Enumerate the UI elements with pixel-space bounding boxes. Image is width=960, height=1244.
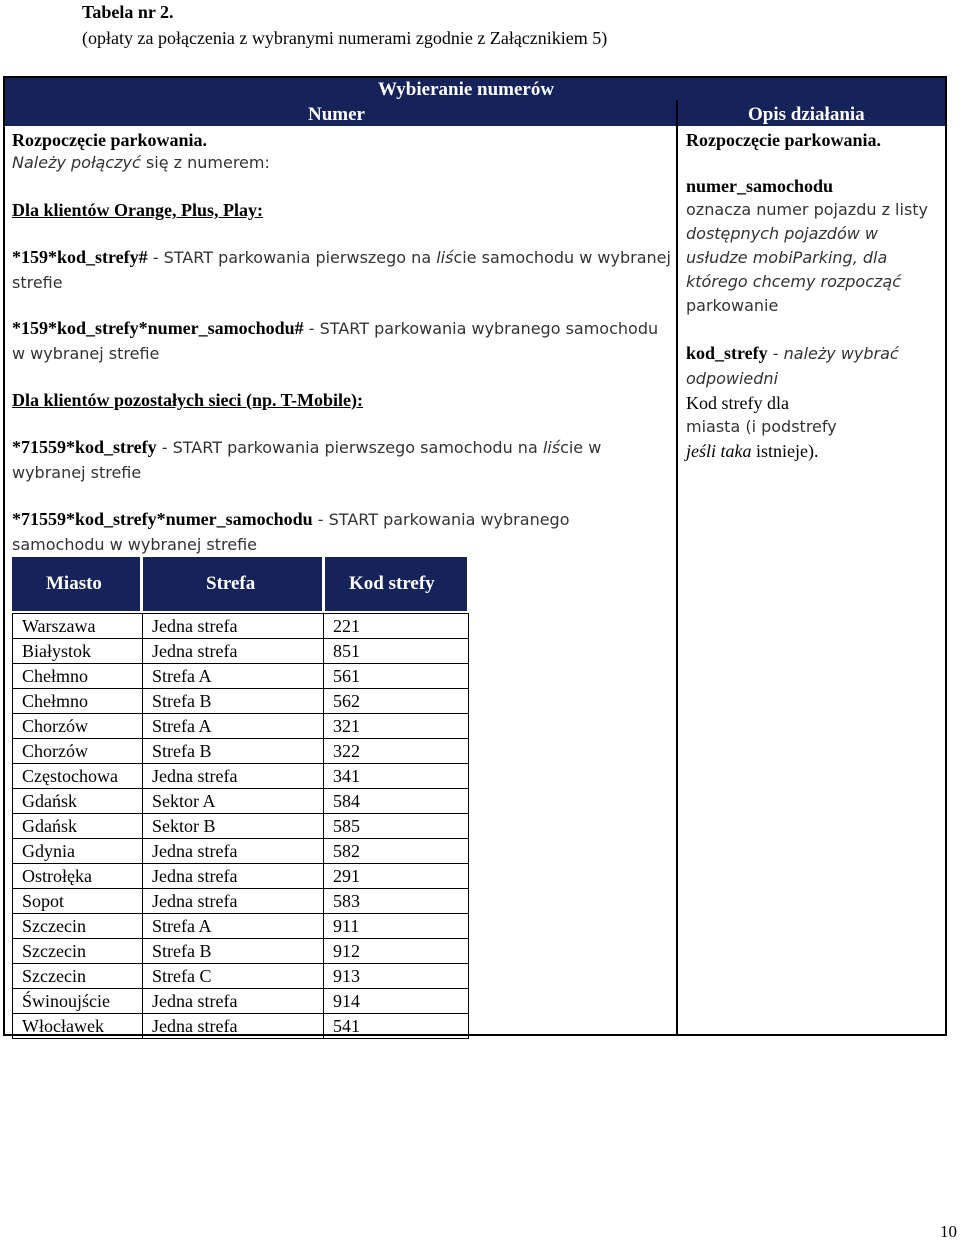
- desc-numer-samochodu: [686, 174, 942, 318]
- header-wybieranie: Wybieranie numerów: [378, 79, 555, 100]
- code-3-italic: liś: [542, 438, 561, 457]
- code-cell: 562: [324, 689, 469, 714]
- code-cell: 291: [324, 864, 469, 889]
- table-border-left: [3, 76, 5, 1036]
- desc-kod-strefy: [686, 341, 942, 463]
- code-item-4: [12, 507, 572, 557]
- city-cell: Gdynia: [13, 839, 143, 864]
- table-row: [13, 914, 469, 939]
- city-cell: Świnoujście: [13, 989, 143, 1014]
- city-cell: Włocławek: [13, 1014, 143, 1039]
- zone-cell: Jedna strefa: [143, 864, 324, 889]
- header-separator: [322, 557, 325, 611]
- code-cell: 322: [324, 739, 469, 764]
- code-2: *159*kod_strefy*numer_samochodu#: [12, 318, 304, 338]
- code-cell: 541: [324, 1014, 469, 1039]
- code-item-1: [12, 245, 672, 295]
- code-4-text: - START parkowania wybranego samochodu w wybranej strefie: [12, 510, 570, 554]
- code-3-text: - START parkowania pierwszego samochodu na: [156, 438, 543, 457]
- desc-1-italic: dostępnych pojazdów w usłudze mobiParking, dla którego chcemy rozpocząć: [686, 224, 902, 291]
- code-cell: 913: [324, 964, 469, 989]
- code-cell: 321: [324, 714, 469, 739]
- zone-cell: Strefa C: [143, 964, 324, 989]
- zone-cell: Strefa A: [143, 714, 324, 739]
- left-connect-line: [12, 151, 672, 175]
- zone-cell: Strefa B: [143, 939, 324, 964]
- desc-2-italic2: jeśli taka: [686, 441, 752, 461]
- code-1-tail: cie samochodu w wybranej strefie: [12, 248, 671, 292]
- table-row: [13, 714, 469, 739]
- code-cell: 341: [324, 764, 469, 789]
- city-cell: Szczecin: [13, 939, 143, 964]
- zone-cell: Strefa B: [143, 739, 324, 764]
- document-subtitle: (opłaty za połączenia z wybranymi numerami zgodnie z Załącznikiem 5): [82, 28, 608, 48]
- col-strefa: Strefa: [206, 573, 256, 594]
- city-cell: Warszawa: [13, 614, 143, 639]
- table-row: [13, 964, 469, 989]
- zone-cell: Jedna strefa: [143, 764, 324, 789]
- city-cell: Gdańsk: [13, 814, 143, 839]
- code-cell: 583: [324, 889, 469, 914]
- code-cell: 585: [324, 814, 469, 839]
- city-cell: Chełmno: [13, 664, 143, 689]
- table-row: [13, 889, 469, 914]
- zone-cell: Jedna strefa: [143, 989, 324, 1014]
- table-row: [13, 739, 469, 764]
- desc-2-line: Kod strefy dla: [686, 393, 789, 413]
- desc-2-italic: należy wybrać odpowiedni: [686, 344, 899, 388]
- code-cell: 561: [324, 664, 469, 689]
- zone-cell: Jedna strefa: [143, 1014, 324, 1039]
- column-divider: [676, 100, 678, 1034]
- desc-2-sans: miasta (i podstrefy: [686, 417, 837, 436]
- code-cell: 914: [324, 989, 469, 1014]
- term-kod-strefy: kod_strefy: [686, 343, 768, 363]
- code-cell: 584: [324, 789, 469, 814]
- city-cell: Gdańsk: [13, 789, 143, 814]
- code-item-3: [12, 435, 672, 485]
- code-cell: 911: [324, 914, 469, 939]
- code-1-italic: liś: [436, 248, 454, 267]
- document-title: Tabela nr 2.: [82, 2, 174, 22]
- code-cell: 221: [324, 614, 469, 639]
- table-row: [13, 839, 469, 864]
- city-table-header: [12, 557, 467, 611]
- table-row: [13, 614, 469, 639]
- group-heading-others: Dla klientów pozostałych sieci (np. T-Mobile):: [12, 390, 364, 410]
- desc-1-end: parkowanie: [686, 296, 779, 315]
- table-row: [13, 789, 469, 814]
- header-separator: [140, 557, 143, 611]
- table-row: [13, 689, 469, 714]
- code-2-text: - START parkowania wybranego samochodu w wybranej strefie: [12, 319, 659, 363]
- header-opis: Opis działania: [748, 104, 865, 125]
- code-3: *71559*kod_strefy: [12, 437, 157, 457]
- zone-cell: Sektor A: [143, 789, 324, 814]
- connect-italic: Należy połączyć: [12, 153, 141, 172]
- code-1: *159*kod_strefy#: [12, 247, 148, 267]
- table-row: [13, 639, 469, 664]
- zone-cell: Jedna strefa: [143, 614, 324, 639]
- code-cell: 851: [324, 639, 469, 664]
- code-item-2: [12, 316, 672, 366]
- desc-2-end: istnieje).: [751, 441, 819, 461]
- table-row: [13, 939, 469, 964]
- zone-cell: Jedna strefa: [143, 839, 324, 864]
- zone-cell: Jedna strefa: [143, 639, 324, 664]
- code-cell: 912: [324, 939, 469, 964]
- city-table: [12, 613, 469, 1039]
- code-cell: 582: [324, 839, 469, 864]
- code-4: *71559*kod_strefy*numer_samochodu: [12, 509, 313, 529]
- desc-1-line: oznacza numer pojazdu z listy: [686, 200, 929, 219]
- table-row: [13, 1014, 469, 1039]
- header-numer: Numer: [308, 104, 365, 125]
- desc-2-dash: -: [767, 344, 784, 363]
- table-row: [13, 814, 469, 839]
- connect-rest: się z numerem:: [140, 153, 270, 172]
- city-cell: Szczecin: [13, 964, 143, 989]
- code-1-text: - START parkowania pierwszego na: [147, 248, 437, 267]
- city-cell: Chełmno: [13, 689, 143, 714]
- col-miasto: Miasto: [46, 573, 102, 594]
- city-cell: Sopot: [13, 889, 143, 914]
- city-cell: Szczecin: [13, 914, 143, 939]
- table-row: [13, 664, 469, 689]
- table-row: [13, 764, 469, 789]
- table-row: [13, 864, 469, 889]
- right-start-heading: Rozpoczęcie parkowania.: [686, 130, 881, 150]
- term-numer-samochodu: numer_samochodu: [686, 176, 834, 196]
- zone-cell: Jedna strefa: [143, 889, 324, 914]
- left-start-heading: Rozpoczęcie parkowania.: [12, 130, 207, 150]
- zone-cell: Strefa A: [143, 664, 324, 689]
- city-cell: Częstochowa: [13, 764, 143, 789]
- code-3-tail: cie w wybranej strefie: [12, 438, 602, 482]
- city-cell: Chorzów: [13, 739, 143, 764]
- city-cell: Białystok: [13, 639, 143, 664]
- zone-cell: Strefa A: [143, 914, 324, 939]
- zone-cell: Strefa B: [143, 689, 324, 714]
- zone-cell: Sektor B: [143, 814, 324, 839]
- page-number: 10: [940, 1222, 957, 1241]
- table-border-right: [945, 76, 947, 1036]
- group-heading-orange: Dla klientów Orange, Plus, Play:: [12, 200, 263, 220]
- table-row: [13, 989, 469, 1014]
- city-cell: Ostrołęka: [13, 864, 143, 889]
- col-kod-strefy: Kod strefy: [349, 573, 435, 594]
- city-cell: Chorzów: [13, 714, 143, 739]
